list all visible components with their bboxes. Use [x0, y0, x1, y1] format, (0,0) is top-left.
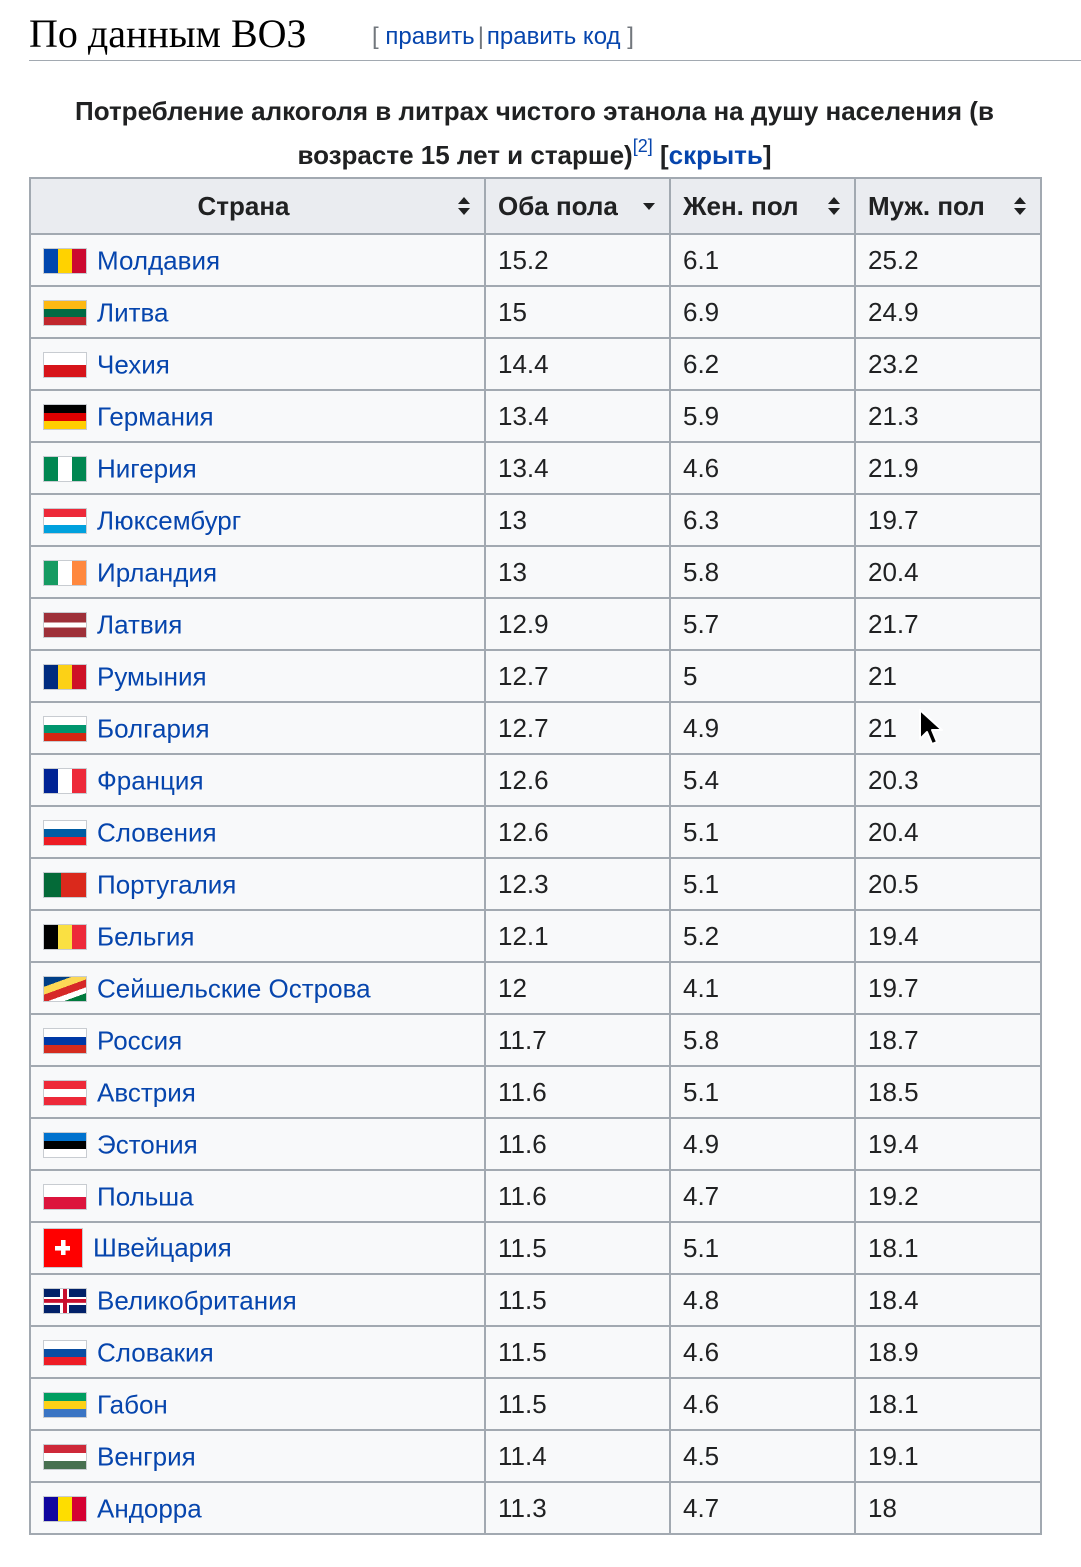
male-cell: 20.3 — [855, 754, 1041, 806]
male-cell: 19.2 — [855, 1170, 1041, 1222]
edit-separator: | — [477, 23, 484, 50]
latvia-flag-icon[interactable] — [43, 612, 87, 638]
male-cell: 20.5 — [855, 858, 1041, 910]
table-row — [30, 702, 1041, 754]
both-sexes-cell: 11.5 — [485, 1326, 670, 1378]
female-cell: 4.8 — [670, 1274, 855, 1326]
moldova-flag-icon[interactable] — [43, 248, 87, 274]
table-row — [30, 806, 1041, 858]
both-sexes-cell: 11.6 — [485, 1118, 670, 1170]
sort-descending-icon — [641, 195, 657, 217]
table-row — [30, 1118, 1041, 1170]
slovakia-flag-icon[interactable] — [43, 1340, 87, 1366]
country-cell — [30, 858, 485, 910]
male-cell: 18.9 — [855, 1326, 1041, 1378]
both-sexes-cell: 11.6 — [485, 1170, 670, 1222]
female-cell: 5.4 — [670, 754, 855, 806]
country-cell — [30, 546, 485, 598]
female-cell: 4.6 — [670, 442, 855, 494]
header-label: Жен. пол — [683, 190, 799, 221]
country-cell — [30, 494, 485, 546]
france-flag-icon[interactable] — [43, 768, 87, 794]
czechia-flag-icon[interactable] — [43, 352, 87, 378]
country-link[interactable]: Швейцария — [93, 1232, 232, 1263]
country-cell — [30, 338, 485, 390]
female-cell: 5.1 — [670, 806, 855, 858]
table-row — [30, 858, 1041, 910]
country-cell — [30, 1118, 485, 1170]
country-cell — [30, 754, 485, 806]
country-link[interactable]: Чехия — [97, 349, 170, 380]
luxembourg-flag-icon[interactable] — [43, 508, 87, 534]
female-cell: 4.9 — [670, 1118, 855, 1170]
country-cell — [30, 1066, 485, 1118]
male-cell: 25.2 — [855, 234, 1041, 286]
table-row — [30, 1222, 1041, 1274]
female-cell: 6.2 — [670, 338, 855, 390]
poland-flag-icon[interactable] — [43, 1184, 87, 1210]
both-sexes-cell: 14.4 — [485, 338, 670, 390]
both-sexes-cell: 13.4 — [485, 390, 670, 442]
table-row — [30, 1482, 1041, 1534]
header-label: Страна — [197, 190, 290, 221]
country-link[interactable]: Франция — [97, 765, 204, 796]
edit-section-links — [372, 20, 634, 54]
table-row — [30, 1430, 1041, 1482]
hide-table-link[interactable]: скрыть — [668, 140, 763, 170]
country-link[interactable]: Великобритания — [97, 1285, 297, 1316]
hungary-flag-icon[interactable] — [43, 1444, 87, 1470]
table-row — [30, 1170, 1041, 1222]
country-cell — [30, 598, 485, 650]
female-cell: 5.7 — [670, 598, 855, 650]
table-row — [30, 546, 1041, 598]
country-link[interactable]: Словения — [97, 817, 217, 848]
header-male[interactable] — [855, 178, 1041, 234]
country-link[interactable]: Россия — [97, 1025, 183, 1056]
country-link[interactable]: Люксембург — [97, 505, 242, 536]
both-sexes-cell: 12.3 — [485, 858, 670, 910]
country-link[interactable]: Андорра — [97, 1493, 202, 1524]
both-sexes-cell: 11.5 — [485, 1274, 670, 1326]
header-label: Оба пола — [498, 190, 618, 221]
country-cell — [30, 650, 485, 702]
country-cell — [30, 234, 485, 286]
nigeria-flag-icon[interactable] — [43, 456, 87, 482]
country-link[interactable]: Нигерия — [97, 453, 197, 484]
both-sexes-cell: 11.4 — [485, 1430, 670, 1482]
austria-flag-icon[interactable] — [43, 1080, 87, 1106]
edit-link[interactable]: править — [385, 23, 475, 50]
male-cell: 18.5 — [855, 1066, 1041, 1118]
table-row — [30, 494, 1041, 546]
table-row — [30, 286, 1041, 338]
gabon-flag-icon[interactable] — [43, 1392, 87, 1418]
both-sexes-cell: 13 — [485, 494, 670, 546]
country-cell — [30, 1274, 485, 1326]
alcohol-consumption-table — [29, 177, 1042, 1535]
table-row — [30, 962, 1041, 1014]
mouse-cursor-icon — [918, 709, 944, 747]
male-cell: 24.9 — [855, 286, 1041, 338]
andorra-flag-icon[interactable] — [43, 1496, 87, 1522]
both-sexes-cell: 13.4 — [485, 442, 670, 494]
table-row — [30, 1274, 1041, 1326]
country-link[interactable]: Португалия — [97, 869, 237, 900]
germany-flag-icon[interactable] — [43, 404, 87, 430]
male-cell: 18 — [855, 1482, 1041, 1534]
male-cell: 21 — [855, 702, 1041, 754]
both-sexes-cell: 15.2 — [485, 234, 670, 286]
country-link[interactable]: Литва — [97, 297, 169, 328]
country-cell — [30, 962, 485, 1014]
country-cell — [30, 910, 485, 962]
country-link[interactable]: Габон — [97, 1389, 168, 1420]
section-heading — [29, 6, 1081, 61]
female-cell: 4.7 — [670, 1170, 855, 1222]
header-both-sexes[interactable] — [485, 178, 670, 234]
male-cell: 20.4 — [855, 806, 1041, 858]
male-cell: 18.1 — [855, 1378, 1041, 1430]
reference-link[interactable]: [2] — [632, 136, 653, 156]
slovenia-flag-icon[interactable] — [43, 820, 87, 846]
both-sexes-cell: 11.5 — [485, 1222, 670, 1274]
both-sexes-cell: 12.7 — [485, 650, 670, 702]
female-cell: 4.1 — [670, 962, 855, 1014]
country-link[interactable]: Германия — [97, 401, 214, 432]
male-cell: 21 — [855, 650, 1041, 702]
female-cell: 4.6 — [670, 1378, 855, 1430]
portugal-flag-icon[interactable] — [43, 872, 87, 898]
male-cell: 20.4 — [855, 546, 1041, 598]
male-cell: 19.4 — [855, 910, 1041, 962]
switzerland-flag-icon[interactable] — [43, 1228, 83, 1268]
caption-text: Потребление алкоголя в литрах чистого этанола на душу населения (в возрасте 15 лет и старше) — [75, 96, 994, 170]
country-cell — [30, 1378, 485, 1430]
both-sexes-cell: 11.6 — [485, 1066, 670, 1118]
both-sexes-cell: 13 — [485, 546, 670, 598]
both-sexes-cell: 12 — [485, 962, 670, 1014]
table-row — [30, 234, 1041, 286]
both-sexes-cell: 12.6 — [485, 806, 670, 858]
table-row — [30, 1014, 1041, 1066]
bulgaria-flag-icon[interactable] — [43, 716, 87, 742]
table-header-row — [30, 178, 1041, 234]
both-sexes-cell: 11.7 — [485, 1014, 670, 1066]
country-link[interactable]: Болгария — [97, 713, 210, 744]
male-cell: 19.1 — [855, 1430, 1041, 1482]
female-cell: 5.8 — [670, 546, 855, 598]
open-bracket: [ — [372, 23, 386, 50]
country-cell — [30, 1014, 485, 1066]
female-cell: 5.1 — [670, 1066, 855, 1118]
male-cell: 18.7 — [855, 1014, 1041, 1066]
lithuania-flag-icon[interactable] — [43, 300, 87, 326]
country-link[interactable]: Эстония — [97, 1129, 198, 1160]
female-cell: 4.5 — [670, 1430, 855, 1482]
both-sexes-cell: 12.6 — [485, 754, 670, 806]
country-cell — [30, 1430, 485, 1482]
table-row — [30, 1066, 1041, 1118]
country-link[interactable]: Латвия — [97, 609, 183, 640]
male-cell: 21.3 — [855, 390, 1041, 442]
toggle-bracket-open: [ — [659, 140, 669, 170]
female-cell: 5.8 — [670, 1014, 855, 1066]
country-cell — [30, 1482, 485, 1534]
female-cell: 5.2 — [670, 910, 855, 962]
table-row — [30, 390, 1041, 442]
sort-both-icon — [1012, 195, 1028, 217]
male-cell: 21.9 — [855, 442, 1041, 494]
country-link[interactable]: Румыния — [97, 661, 207, 692]
both-sexes-cell: 11.5 — [485, 1378, 670, 1430]
both-sexes-cell: 12.7 — [485, 702, 670, 754]
table-row — [30, 650, 1041, 702]
close-bracket: ] — [620, 23, 634, 50]
female-cell: 6.9 — [670, 286, 855, 338]
uk-flag-icon[interactable] — [43, 1288, 87, 1314]
header-country[interactable] — [30, 178, 485, 234]
romania-flag-icon[interactable] — [43, 664, 87, 690]
ireland-flag-icon[interactable] — [43, 560, 87, 586]
seychelles-flag-icon[interactable] — [43, 976, 87, 1002]
female-cell: 6.3 — [670, 494, 855, 546]
female-cell: 5.1 — [670, 858, 855, 910]
table-body — [30, 234, 1041, 1534]
country-link[interactable]: Молдавия — [97, 245, 221, 276]
female-cell: 5 — [670, 650, 855, 702]
country-cell — [30, 806, 485, 858]
belgium-flag-icon[interactable] — [43, 924, 87, 950]
country-link[interactable]: Польша — [97, 1181, 194, 1212]
female-cell: 5.1 — [670, 1222, 855, 1274]
section-title: По данным ВОЗ — [29, 11, 307, 56]
table-caption — [29, 89, 1040, 177]
male-cell: 19.7 — [855, 494, 1041, 546]
country-cell — [30, 702, 485, 754]
estonia-flag-icon[interactable] — [43, 1132, 87, 1158]
female-cell: 4.6 — [670, 1326, 855, 1378]
table-row — [30, 910, 1041, 962]
country-cell — [30, 1170, 485, 1222]
sort-both-icon — [456, 195, 472, 217]
toggle-bracket-close: ] — [762, 140, 772, 170]
country-link[interactable]: Сейшельские Острова — [97, 973, 371, 1004]
female-cell: 5.9 — [670, 390, 855, 442]
country-cell — [30, 1326, 485, 1378]
both-sexes-cell: 11.3 — [485, 1482, 670, 1534]
sort-both-icon — [826, 195, 842, 217]
both-sexes-cell: 15 — [485, 286, 670, 338]
country-link[interactable]: Бельгия — [97, 921, 195, 952]
table-row — [30, 598, 1041, 650]
male-cell: 23.2 — [855, 338, 1041, 390]
male-cell: 19.7 — [855, 962, 1041, 1014]
male-cell: 21.7 — [855, 598, 1041, 650]
table-row — [30, 1326, 1041, 1378]
male-cell: 18.4 — [855, 1274, 1041, 1326]
both-sexes-cell: 12.9 — [485, 598, 670, 650]
female-cell: 6.1 — [670, 234, 855, 286]
table-row — [30, 338, 1041, 390]
female-cell: 4.7 — [670, 1482, 855, 1534]
country-link[interactable]: Австрия — [97, 1077, 196, 1108]
header-female[interactable] — [670, 178, 855, 234]
russia-flag-icon[interactable] — [43, 1028, 87, 1054]
country-cell — [30, 1222, 485, 1274]
country-link[interactable]: Ирландия — [97, 557, 218, 588]
male-cell: 19.4 — [855, 1118, 1041, 1170]
female-cell: 4.9 — [670, 702, 855, 754]
male-cell: 18.1 — [855, 1222, 1041, 1274]
table-row — [30, 754, 1041, 806]
header-label: Муж. пол — [868, 190, 985, 221]
both-sexes-cell: 12.1 — [485, 910, 670, 962]
country-cell — [30, 390, 485, 442]
edit-code-link[interactable]: править код — [486, 23, 621, 50]
country-cell — [30, 442, 485, 494]
country-link[interactable]: Словакия — [97, 1337, 214, 1368]
table-row — [30, 1378, 1041, 1430]
country-link[interactable]: Венгрия — [97, 1441, 196, 1472]
country-cell — [30, 286, 485, 338]
table-row — [30, 442, 1041, 494]
